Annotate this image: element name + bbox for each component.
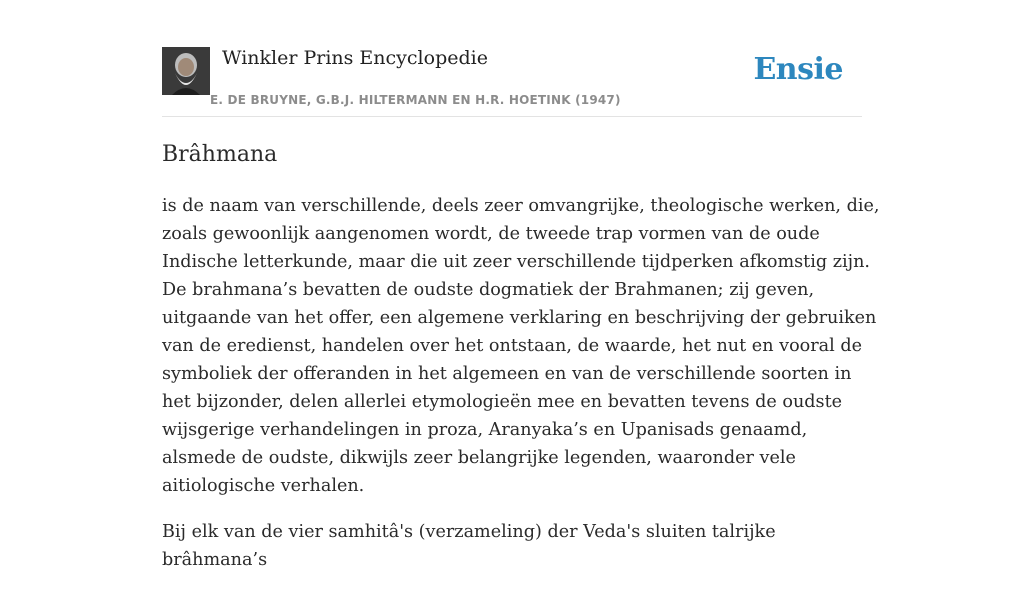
site-header bbox=[162, 46, 862, 117]
author-portrait-icon[interactable] bbox=[162, 47, 210, 95]
site-title[interactable]: Winkler Prins Encyclopedie bbox=[222, 47, 488, 69]
article-title: Brâhmana bbox=[162, 142, 278, 167]
article-paragraph: Bij elk van de vier samhitâ's (verzameling) der Veda's sluiten talrijke brâhmana’s bbox=[162, 522, 776, 570]
brand-logo[interactable]: Ensie bbox=[753, 52, 843, 87]
portrait-drawing bbox=[162, 47, 210, 95]
author-byline: E. DE BRUYNE, G.B.J. HILTERMANN EN H.R. HOETINK (1947) bbox=[210, 93, 621, 107]
article-paragraph: is de naam van verschillende, deels zeer omvangrijke, theologische werken, die, zoals gewoonlijk aangenomen wordt, de tweede trap vormen van de oude Indische letterkunde, maar die uit zeer verschillende tijdperken afkomstig zijn. De brahmana’s bevatten de oudste dogmatiek der Brahmanen; zij geven, uitgaande van het offer, een algemene verklaring en beschrijving der gebruiken van de eredienst, handelen over het ontstaan, de waarde, het nut en vooral de symboliek der offeranden in het algemeen en van de verschillende soorten in het bijzonder, delen allerlei etymologieën mee en bevatten tevens de oudste wijsgerige verhandelingen in proza, Aranyaka’s en Upanisads genaamd, alsmede de oudste, dikwijls zeer belangrijke legenden, waaronder vele aitiologische verhalen. bbox=[162, 196, 880, 496]
article-body bbox=[162, 192, 882, 592]
